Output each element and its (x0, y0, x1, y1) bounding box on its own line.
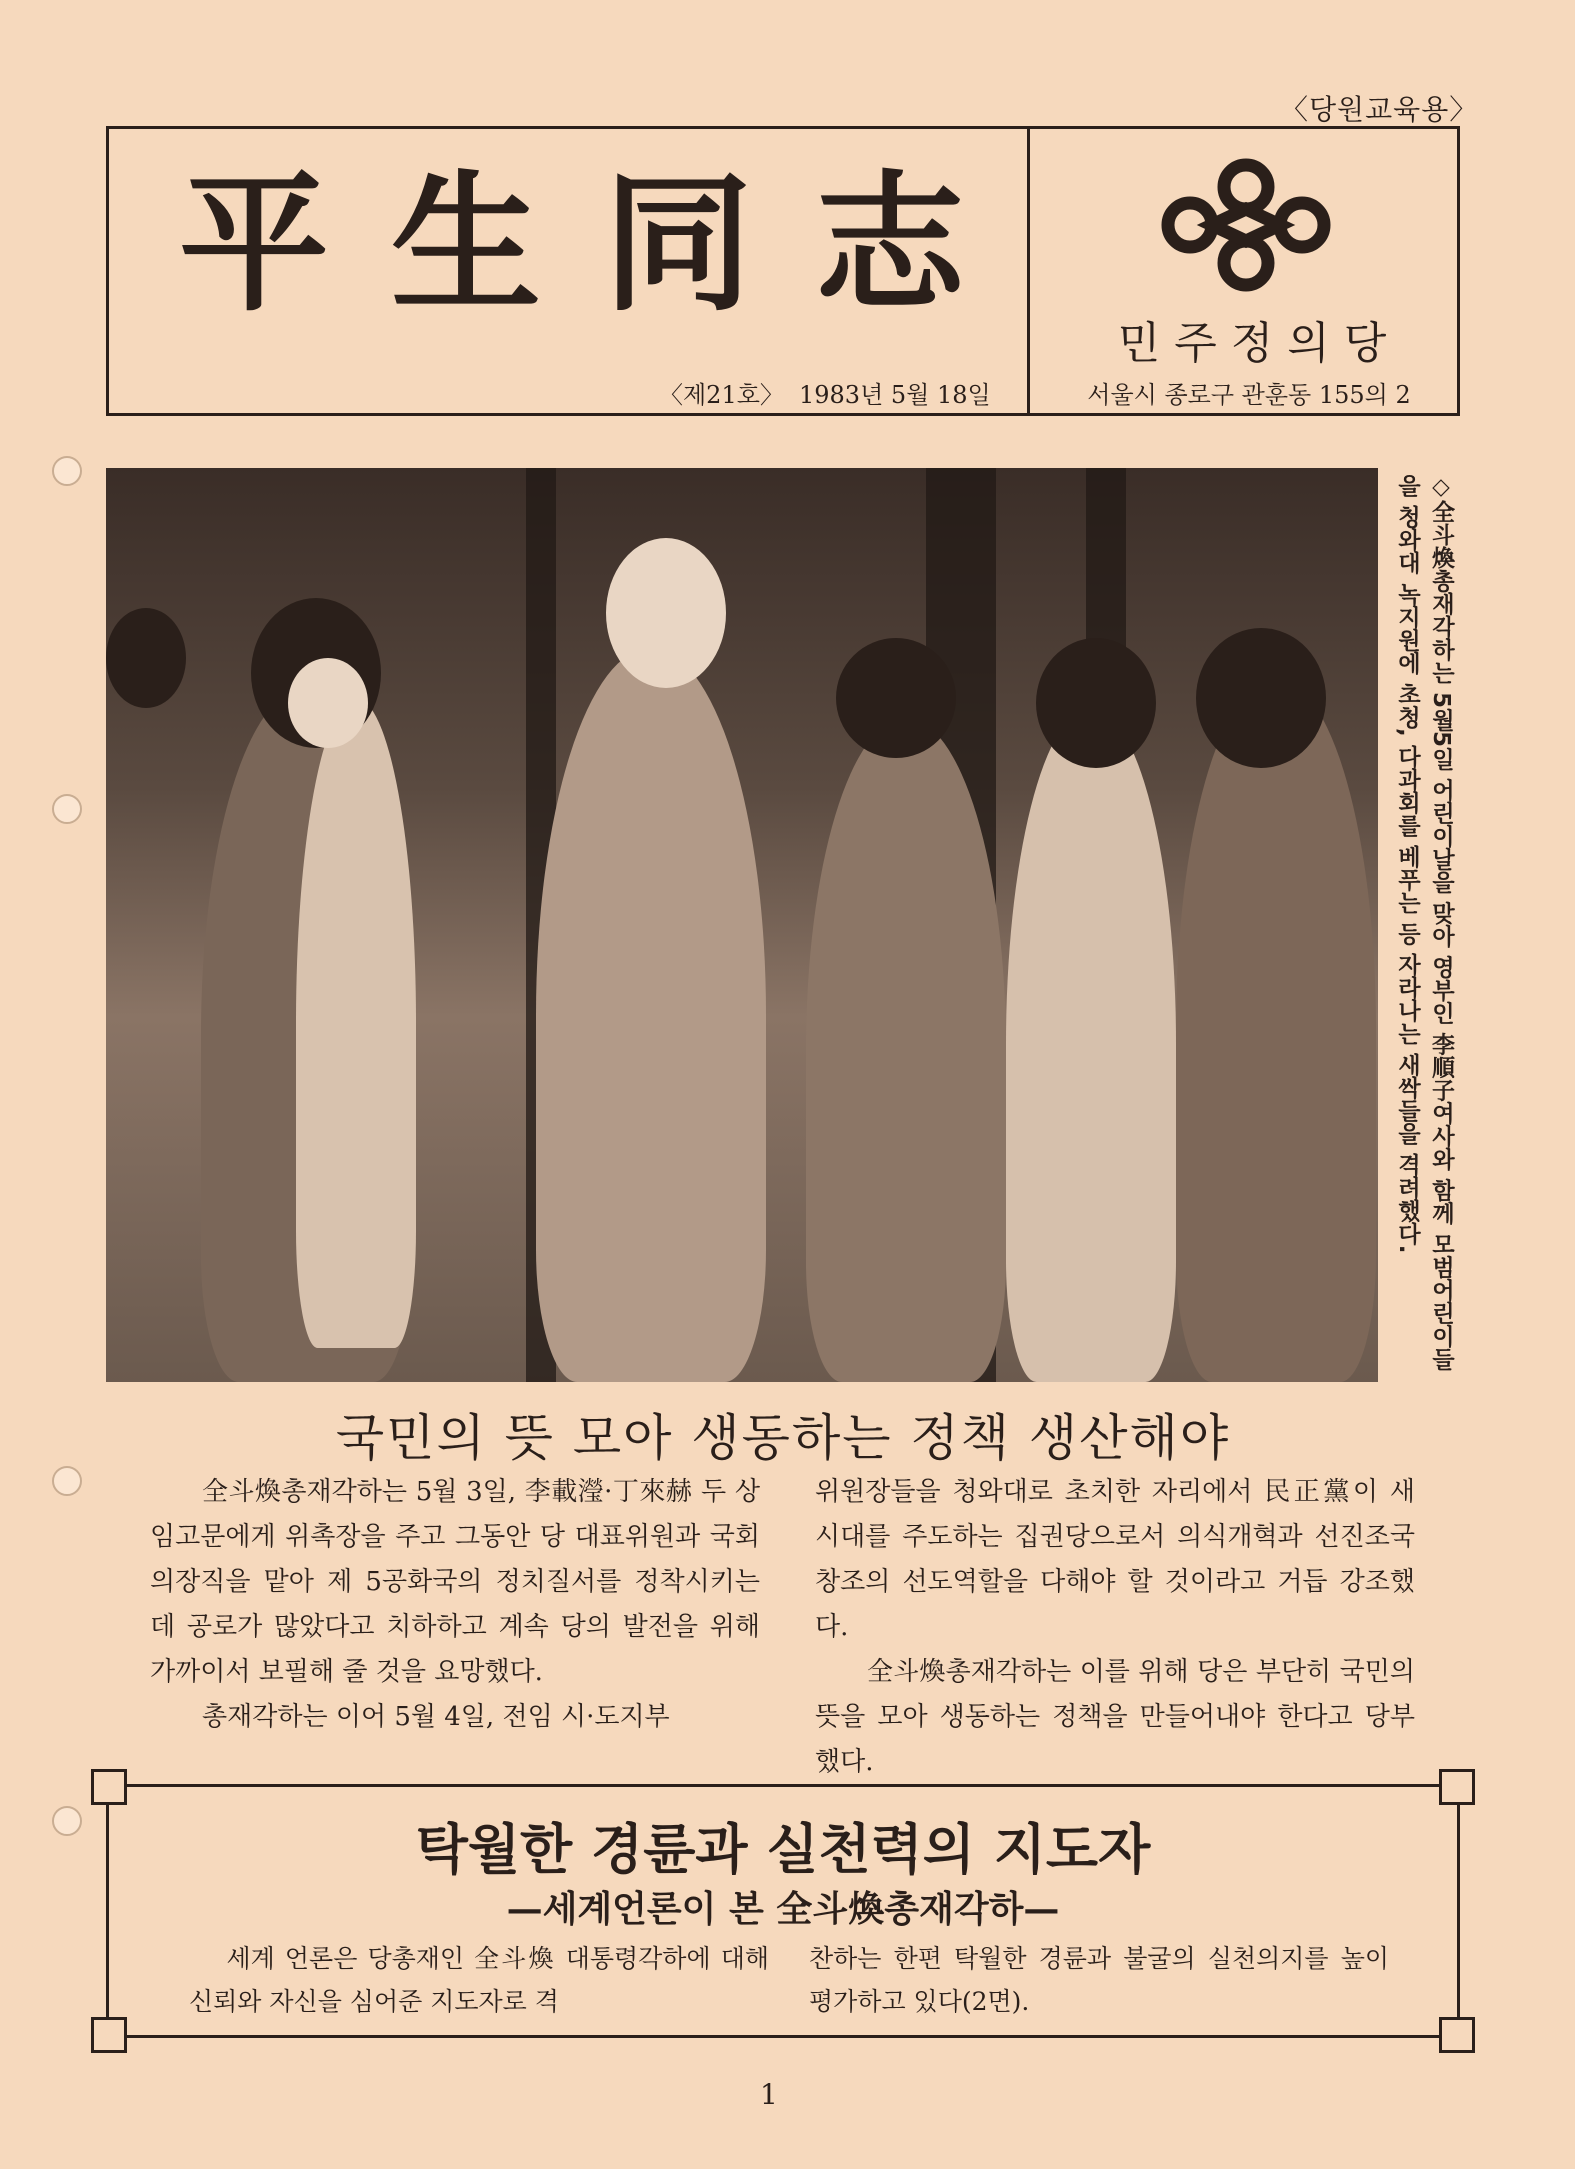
article-headline: 국민의 뜻 모아 생동하는 정책 생산해야 (335, 1409, 1231, 1467)
article-paragraph: 全斗煥총재각하는 5월 3일, 李載瀅·丁來赫 두 상임고문에게 위촉장을 주고 그동안 당 대표위원과 국회의장직을 맡아 제 5공화국의 정치질서를 정착시키는데 공로가 많았다고 치하하고 계속 당의 발전을 위해 가까이서 보필해 줄 것을 요망했다. (150, 1477, 760, 1687)
feature-subtitle: —세계언론이 본 全斗煥총재각하— (506, 1888, 1060, 1930)
feature-column-right (809, 1937, 1389, 2023)
box-corner-ornament (91, 2017, 127, 2053)
issue-number: 〈제21호〉 (659, 381, 784, 409)
newspaper-title: 平生同志 (179, 156, 1028, 332)
feature-column-left (189, 1937, 769, 2023)
masthead (106, 126, 1460, 416)
feature-text: 찬하는 한편 탁월한 경륜과 불굴의 실천의지를 높이 평가하고 있다(2면). (809, 1944, 1389, 2016)
news-photo (106, 468, 1378, 1382)
usage-tag: 〈당원교육용〉 (1280, 93, 1479, 126)
article-column-right (815, 1470, 1415, 1785)
box-corner-ornament (1439, 2017, 1475, 2053)
punch-hole (52, 456, 82, 486)
box-corner-ornament (91, 1769, 127, 1805)
photo-caption: ◇全斗煥총재각하는 5월5일 어린이날을 맞아 영부인 李順子여사와 함께 모범어린이들을 청와대 녹지원에 초청, 다과회를 베푸는 등 자라나는 새싹들을 격려했다. (1394, 474, 1454, 1371)
photo-figure (806, 718, 1006, 1382)
article-paragraph: 全斗煥총재각하는 이를 위해 당은 부단히 국민의 뜻을 모아 생동하는 정책을 만들어내야 한다고 당부했다. (815, 1657, 1415, 1777)
photo-figure (1176, 678, 1376, 1382)
issue-date: 1983년 5월 18일 (799, 381, 991, 409)
box-corner-ornament (1439, 1769, 1475, 1805)
party-address: 서울시 종로구 관훈동 155의 2 (1087, 381, 1411, 409)
feature-text: 세계 언론은 당총재인 全斗煥 대통령각하에 대해 신뢰와 자신을 심어준 지도자로 격 (189, 1944, 769, 2016)
punch-hole (52, 1466, 82, 1496)
feature-title: 탁월한 경륜과 실천력의 지도자 (415, 1818, 1151, 1881)
feature-box (106, 1784, 1460, 2038)
photo-figure (536, 648, 766, 1382)
article-paragraph: 위원장들을 청와대로 초치한 자리에서 民正黨이 새 시대를 주도하는 집권당으로서 의식개혁과 선진조국창조의 선도역할을 다해야 할 것이라고 거듭 강조했다. (815, 1477, 1415, 1642)
article-paragraph: 총재각하는 이어 5월 4일, 전임 시·도지부 (202, 1702, 670, 1732)
punch-hole (52, 1806, 82, 1836)
party-knot-emblem-icon (1154, 155, 1339, 295)
masthead-divider (1027, 129, 1030, 413)
page-number: 1 (760, 2078, 778, 2111)
photo-figure (1006, 708, 1176, 1382)
punch-hole (52, 794, 82, 824)
photo-figure (296, 698, 416, 1348)
party-name: 민주정의당 (1117, 318, 1401, 369)
article-column-left (150, 1470, 760, 1740)
